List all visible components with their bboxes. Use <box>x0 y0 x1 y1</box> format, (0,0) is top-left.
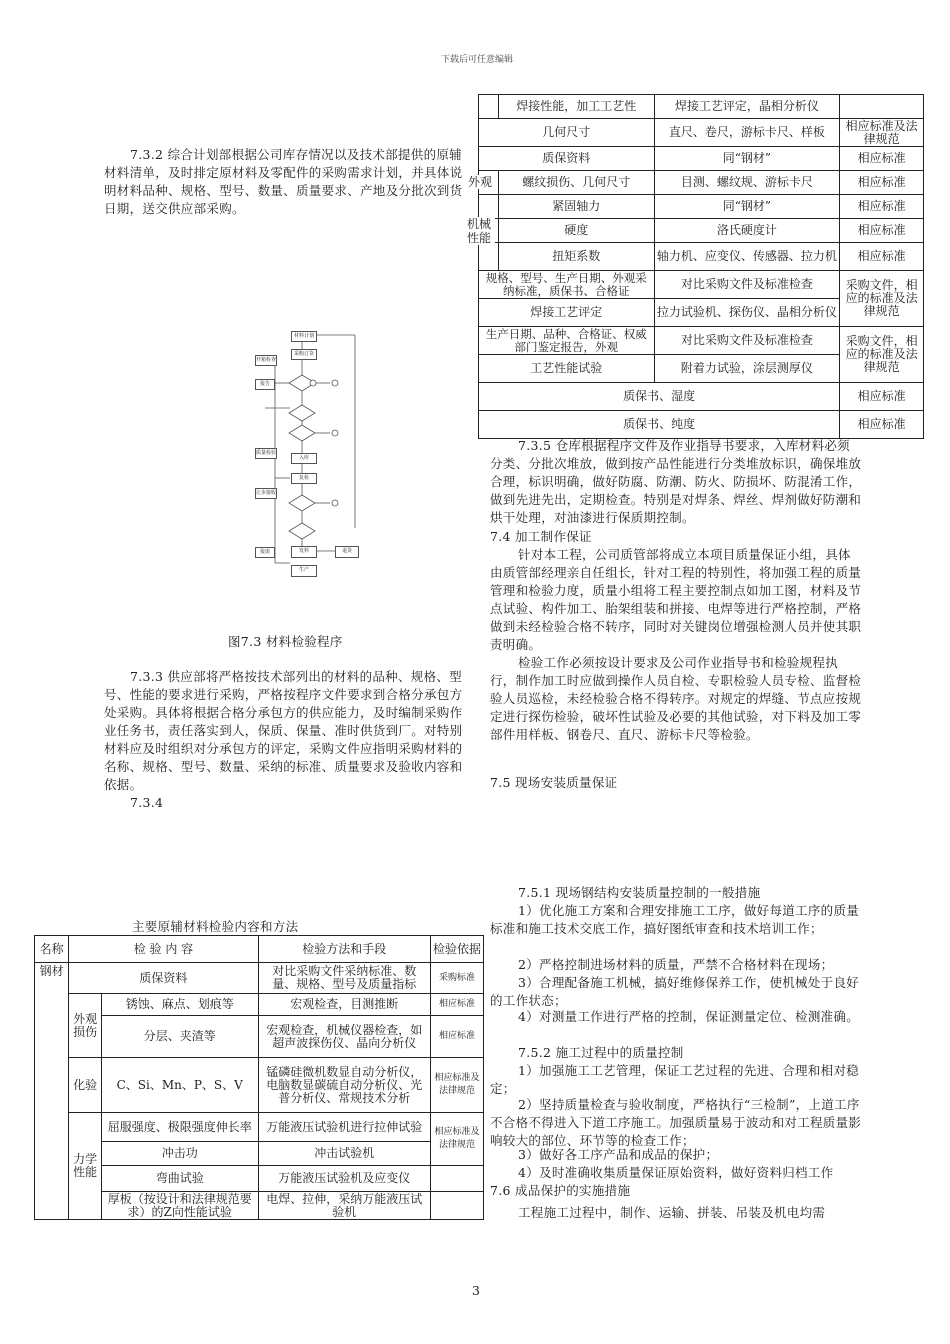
table-cell: 紧固轴力 <box>498 195 654 219</box>
heading-7-6: 7.6 成品保护的实施措施 <box>490 1183 631 1198</box>
header-basis: 检验依据 <box>430 936 483 963</box>
paragraph-7-4-b: 检验工作必须按设计要求及公司作业指导书和检验规程执行，制作加工时应做到操作人员自检、专职检验人员专检、监督检验人员巡检，未经检验合格不得转序。对规定的焊缝、节点应按规定进行探伤检验，破坏性试验及必要的其他试验，对下料及加工零部件用样板、钢卷尺、直尺、游标卡尺等检验。 <box>490 655 862 742</box>
table-cell: 万能液压试验机及应变仪 <box>258 1166 430 1192</box>
table-cell: 厚板（按设计和法律规范要求）的Z向性能试验 <box>101 1192 258 1220</box>
flow-box-storage: 入库 <box>291 453 317 464</box>
table-cell: 相应标准及法律规范 <box>430 1058 483 1113</box>
table-cell: 几何尺寸 <box>479 119 655 147</box>
paragraph-7-3-4: 7.3.4 <box>130 795 164 810</box>
table-cell: 焊接工艺评定，晶相分析仪 <box>654 95 840 119</box>
measure-1: 1）优化施工方案和合理安排施工工序，做好每道工序的质量标准和施工技术交底工作，搞好图纸审查和技术培训工作； <box>490 903 860 936</box>
table-cell: 冲击试验机 <box>258 1142 430 1166</box>
table-cell: 相应标准 <box>840 171 924 195</box>
group-chemical: 化验 <box>69 1058 102 1113</box>
flow-box-scrap: 报废 <box>255 547 275 558</box>
paragraph-7-3-2: 7.3.2 综合计划部根据公司库存情况以及技术部提供的原辅材料清单，及时排定原材料及零配件的采购需求计划，并具体说明材料品种、规格、型号、数量、质量要求、产地及分批次到货日期，送交供应部采购。 <box>104 147 463 216</box>
table-cell: 工艺性能试验 <box>479 355 655 383</box>
flow-box-retest: 复检 <box>291 473 317 484</box>
control-1: 1）加强施工工艺管理，保证工艺过程的先进、合理和相对稳定； <box>490 1063 860 1096</box>
heading-7-5-1: 7.5.1 现场钢结构安装质量控制的一般措施 <box>518 885 761 900</box>
table-cell: 相应标准 <box>840 411 924 439</box>
table-cell: 采购文件，相应的标准及法律规范 <box>840 327 924 383</box>
table-cell: 规格、型号、生产日期、外观采纳标准，质保书、合格证 <box>479 271 655 299</box>
flow-box-plan: 材料计划 <box>291 331 317 342</box>
flow-box-check: 质量检验 <box>255 448 277 459</box>
table-cell: 相应标准 <box>840 383 924 411</box>
table-cell: 同“钢材” <box>654 147 840 171</box>
table-cell: 拉力试验机、探伤仪、晶相分析仪 <box>654 299 840 327</box>
table-cell: 焊接工艺评定 <box>479 299 655 327</box>
table-cell: 相应标准 <box>430 994 483 1016</box>
flow-box-concession: 让步接收 <box>255 488 277 499</box>
table-cell: 相应标准及法律规范 <box>430 1113 483 1166</box>
group-mechanical: 力学性能 <box>69 1113 102 1220</box>
figure-caption: 图7.3 材料检验程序 <box>228 634 343 649</box>
table-cell: 相应标准 <box>840 195 924 219</box>
table-cell: 锰磷硅微机数显自动分析仪，电脑数显碳硫自动分析仪、光普分析仪、常规技术分析 <box>258 1058 430 1113</box>
table-cell <box>430 1192 483 1220</box>
flow-box-issue: 发料 <box>291 546 317 558</box>
header-method: 检验方法和手段 <box>258 936 430 963</box>
materials-inspection-table <box>34 935 484 1220</box>
flow-box-report: 报告 <box>255 379 275 390</box>
table-cell: C、Si、Mn、P、S、V <box>101 1058 258 1113</box>
flow-box-return: 退货 <box>335 546 359 558</box>
page-number: 3 <box>472 1283 481 1298</box>
materials-inspection-table-continued <box>478 94 924 439</box>
table-cell: 目测、螺纹规、游标卡尺 <box>654 171 840 195</box>
table-cell: 相应标准 <box>430 1016 483 1058</box>
table-cell: 屈服强度、极限强度伸长率 <box>101 1113 258 1142</box>
table-cell: 质保书、纯度 <box>479 411 840 439</box>
table-cell: 对比采购文件及标准检查 <box>654 327 840 355</box>
table-cell: 同“钢材” <box>654 195 840 219</box>
flow-box-production: 生产 <box>291 565 317 577</box>
table-cell: 直尺、卷尺，游标卡尺、样板 <box>654 119 840 147</box>
paragraph-7-3-3: 7.3.3 供应部将严格按技术部列出的材料的品种、规格、型号、性能的要求进行采购，严格按程序文件要求到合格分承包方处采购。具体将根据合格分承包方的供应能力，及时编制采购作业任务书，责任落实到人，保质、保量、准时供货到厂。对特别材料应及时组织对分承包方的评定，采购文件应指明采购材料的名称、规格、型号、数量、采纳的标准、质量要求及验收内容和依据。 <box>104 669 463 792</box>
side-label-mechanical: 机械性能 <box>467 217 495 245</box>
table-cell: 采购文件，相应的标准及法律规范 <box>840 271 924 327</box>
table-cell: 硬度 <box>498 219 654 243</box>
measure-3: 3）合理配备施工机械，搞好维修保养工作，使机械处于良好的工作状态； <box>490 975 860 1008</box>
control-4: 4）及时准确收集质量保证原始资料，做好资料归档工作 <box>518 1165 834 1180</box>
table-cell: 洛氏硬度计 <box>654 219 840 243</box>
table-cell: 万能液压试验机进行拉伸试验 <box>258 1113 430 1142</box>
table-cell: 质保资料 <box>69 963 258 994</box>
material-steel: 钢材 <box>35 963 69 1220</box>
table-cell: 锈蚀、麻点、划痕等 <box>101 994 258 1016</box>
table-cell: 对比采购文件采纳标准、数量、规格、型号及质量指标 <box>258 963 430 994</box>
table-cell: 焊接性能，加工工艺性 <box>498 95 654 119</box>
table-cell: 相应标准 <box>840 243 924 271</box>
table-cell: 螺纹损伤、几何尺寸 <box>498 171 654 195</box>
table-cell: 电焊、拉伸，采纳万能液压试验机 <box>258 1192 430 1220</box>
table-cell: 相应标准 <box>840 147 924 171</box>
table-cell: 宏观检查，机械仪器检查，如超声波探伤仪、晶向分析仪 <box>258 1016 430 1058</box>
flow-box-open: 开箱检查 <box>255 355 277 366</box>
control-2: 2）坚持质量检查与验收制度，严格执行“三检制”，上道工序不合格不得进入下道工序施工。加强质量易于波动和对工程质量影响较大的部位、环节等的检查工作； <box>490 1097 862 1148</box>
table-cell: 附着力试验，涂层测厚仪 <box>654 355 840 383</box>
control-3: 3）做好各工序产品和成品的保护； <box>518 1147 719 1162</box>
paragraph-7-4-a: 针对本工程，公司质管部将成立本项目质量保证小组，具体由质管部经理亲自任组长，针对工程的特别性，将加强工程的质量管理和检验力度，质量小组将工程主要控制点如加工图，材料及节点试验、构件加工、胎架组装和拼接、电焊等进行严格控制，严格做到未经检验合格不转序，同时对关键岗位增强检测人员并使其职责明确。 <box>490 547 862 652</box>
table-title: 主要原辅材料检验内容和方法 <box>132 919 299 934</box>
heading-7-5-2: 7.5.2 施工过程中的质量控制 <box>518 1045 684 1060</box>
page-header: 下载后可任意编辑 <box>441 55 514 65</box>
group-appearance: 外观损伤 <box>69 994 102 1058</box>
table-cell: 冲击功 <box>101 1142 258 1166</box>
table-cell: 采购标准 <box>430 963 483 994</box>
table-cell: 质保书、湿度 <box>479 383 840 411</box>
side-label-appearance: 外观 <box>468 175 493 189</box>
table-cell: 生产日期、品种、合格证、权威部门鉴定报告，外观 <box>479 327 655 355</box>
table-cell <box>430 1166 483 1192</box>
heading-7-4: 7.4 加工制作保证 <box>490 529 592 544</box>
table-cell: 相应标准 <box>840 219 924 243</box>
table-cell: 分层、夹渣等 <box>101 1016 258 1058</box>
table-cell <box>840 95 924 119</box>
table-cell: 宏观检查，目测推断 <box>258 994 430 1016</box>
paragraph-7-6: 工程施工过程中，制作、运输、拼装、吊装及机电均需 <box>518 1205 826 1220</box>
table-cell: 质保资料 <box>479 147 655 171</box>
heading-7-5: 7.5 现场安装质量保证 <box>490 775 618 790</box>
measure-4: 4）对测量工作进行严格的控制，保证测量定位、检测准确。 <box>518 1009 860 1024</box>
table-cell: 扭矩系数 <box>498 243 654 271</box>
header-content: 检 验 内 容 <box>69 936 258 963</box>
header-name: 名称 <box>35 936 69 963</box>
table-cell: 轴力机、应变仪、传感器、拉力机 <box>654 243 840 271</box>
paragraph-7-3-5: 7.3.5 仓库根据程序文件及作业指导书要求，入库材料必须分类、分批次堆放，做到按产品性能进行分类堆放标识，确保堆放合理，标识明确，做好防腐、防潮、防火、防损坏、防混淆工作，做到先进先出，定期检查。特别是对焊条、焊丝、焊剂做好防潮和烘干处理，对油漆进行保质期控制。 <box>490 438 862 525</box>
measure-2: 2）严格控制进场材料的质量，严禁不合格材料在现场； <box>518 957 834 972</box>
table-cell: 弯曲试验 <box>101 1166 258 1192</box>
table-cell: 对比采购文件及标准检查 <box>654 271 840 299</box>
table-cell: 相应标准及法律规范 <box>840 119 924 147</box>
flow-box-purchase: 采购订货 <box>291 349 317 360</box>
material-inspection-flowchart <box>255 323 380 578</box>
